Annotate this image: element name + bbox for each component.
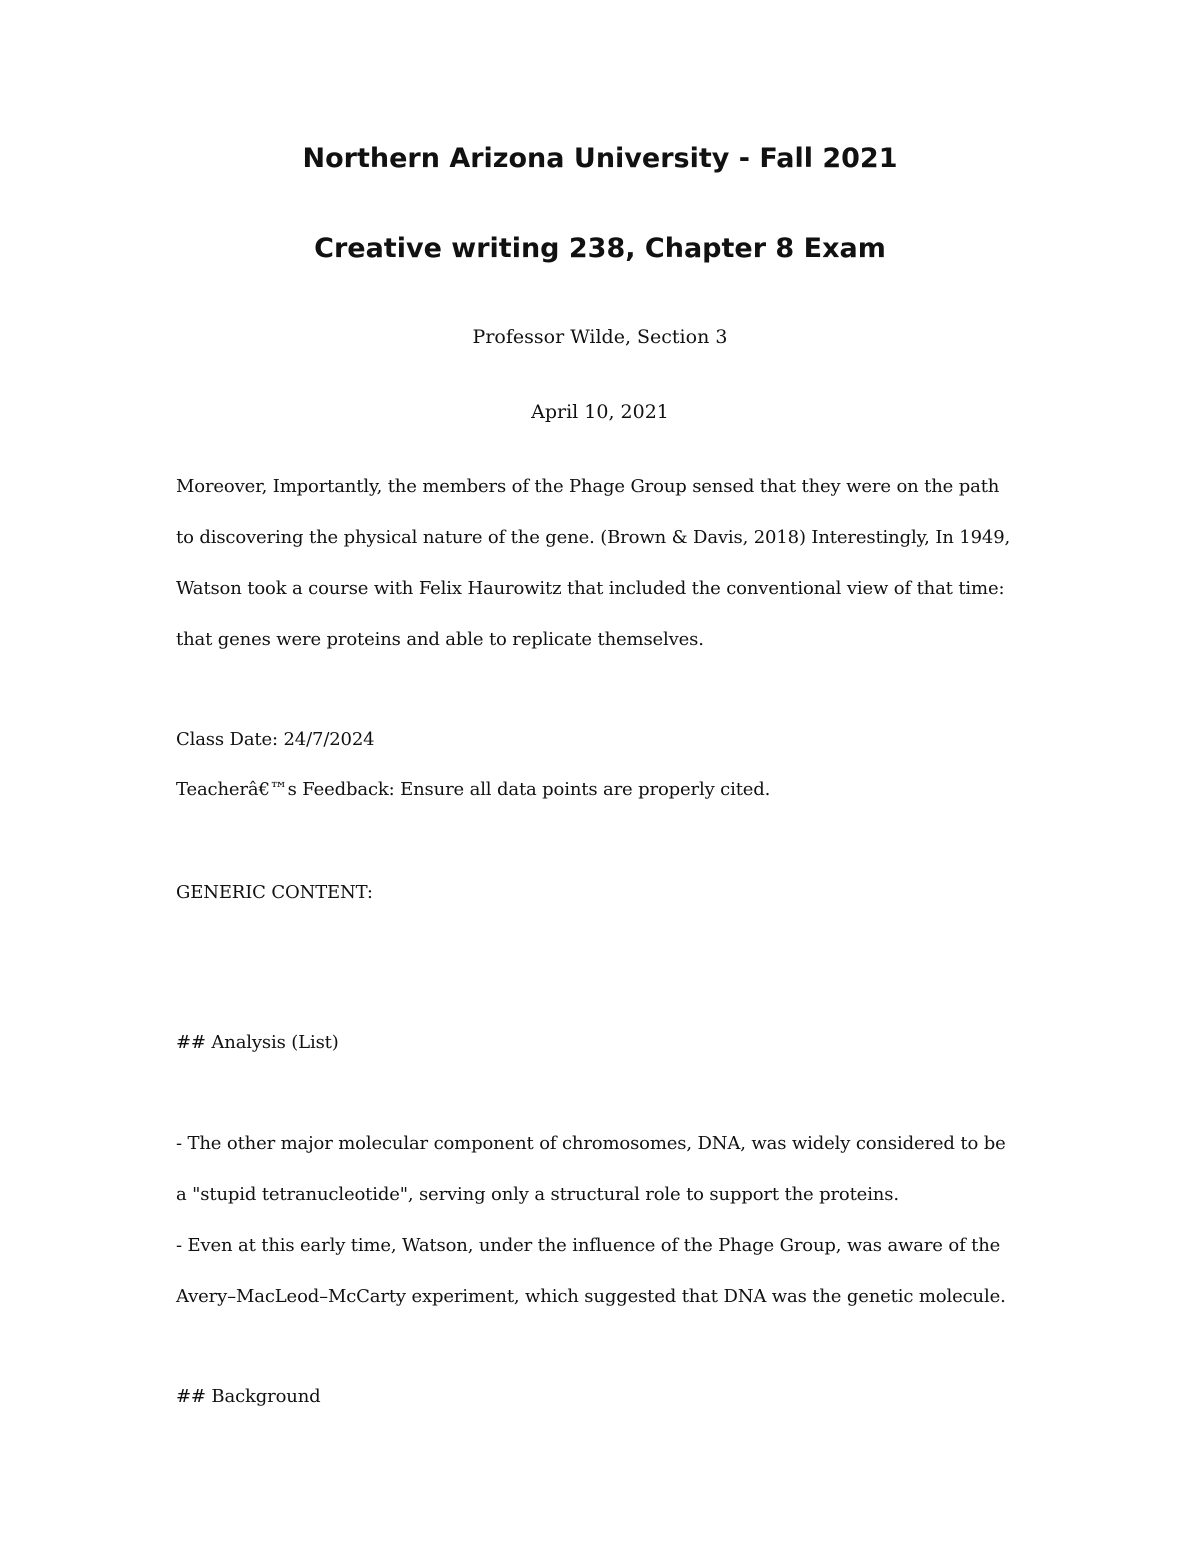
class-date: Class Date: 24/7/2024 <box>176 729 375 750</box>
intro-line-2: to discovering the physical nature of the gene. (Brown & Davis, 2018) Interestingly, In 1949, <box>176 527 1011 548</box>
university-title: Northern Arizona University - Fall 2021 <box>302 143 898 174</box>
professor-line: Professor Wilde, Section 3 <box>472 326 728 348</box>
analysis-item-2-line-1: - Even at this early time, Watson, under the influence of the Phage Group, was aware of the <box>176 1235 1001 1256</box>
exam-date: April 10, 2021 <box>531 401 669 423</box>
course-title: Creative writing 238, Chapter 8 Exam <box>314 233 886 264</box>
analysis-item-1-line-2: a "stupid tetranucleotide", serving only a structural role to support the proteins. <box>176 1184 899 1205</box>
intro-line-4: that genes were proteins and able to replicate themselves. <box>176 629 704 650</box>
intro-line-1: Moreover, Importantly, the members of the Phage Group sensed that they were on the path <box>176 476 1000 497</box>
teacher-feedback: Teacherâ€™s Feedback: Ensure all data points are properly cited. <box>176 779 771 800</box>
background-heading: ## Background <box>176 1386 321 1407</box>
analysis-heading: ## Analysis (List) <box>176 1032 339 1053</box>
generic-content-label: GENERIC CONTENT: <box>176 882 373 903</box>
analysis-item-1-line-1: - The other major molecular component of chromosomes, DNA, was widely considered to be <box>176 1133 1006 1154</box>
intro-line-3: Watson took a course with Felix Haurowitz that included the conventional view of that time: <box>176 578 1005 599</box>
analysis-item-2-line-2: Avery–MacLeod–McCarty experiment, which suggested that DNA was the genetic molecule. <box>176 1286 1006 1307</box>
